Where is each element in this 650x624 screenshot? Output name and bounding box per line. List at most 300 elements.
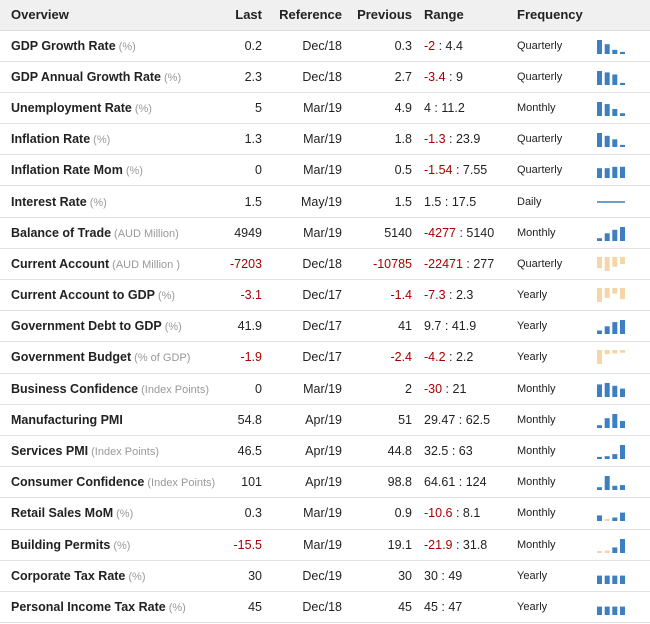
- indicator-unit: (%): [113, 539, 131, 552]
- range-low: 29.47: [424, 412, 456, 427]
- table-row: [0, 435, 650, 466]
- frequency: Daily: [507, 186, 597, 217]
- table-row: [0, 61, 650, 92]
- sparkline-bar: [612, 385, 617, 396]
- indicator-cell: [0, 155, 215, 186]
- sparkline-bar: [620, 145, 625, 147]
- indicator-cell: [0, 92, 215, 123]
- sparkline-bar: [620, 288, 625, 299]
- frequency: Quarterly: [507, 248, 597, 279]
- indicator-unit: (%): [125, 165, 143, 178]
- indicator-link[interactable]: Balance of Trade: [11, 225, 112, 240]
- sparkline-chart[interactable]: [597, 38, 625, 54]
- sparkline-bar: [597, 516, 602, 522]
- indicator-unit: (%): [118, 40, 136, 53]
- sparkline-cell[interactable]: [597, 560, 650, 591]
- range-low: 4: [424, 100, 431, 115]
- sparkline-bar: [612, 575, 617, 583]
- indicator-link[interactable]: Unemployment Rate: [11, 100, 132, 115]
- sparkline-bar: [605, 104, 610, 116]
- sparkline-bar: [605, 136, 610, 147]
- reference-date: Mar/19: [262, 529, 342, 560]
- frequency: Quarterly: [507, 124, 597, 155]
- range-low: -4277: [424, 225, 456, 240]
- range-high: 7.55: [462, 163, 488, 178]
- table-row: [0, 311, 650, 342]
- indicator-cell: [0, 342, 215, 373]
- last-value: 1.3: [215, 124, 262, 155]
- sparkline-cell[interactable]: [597, 124, 650, 155]
- range-cell: [412, 467, 507, 498]
- table-header-row: [0, 0, 650, 30]
- last-value: 45: [215, 591, 262, 622]
- range-separator: :: [435, 38, 446, 53]
- sparkline-bar: [620, 320, 625, 334]
- range-cell: [412, 373, 507, 404]
- last-value: 5: [215, 92, 262, 123]
- sparkline-bar: [612, 350, 617, 354]
- range-high: 4.4: [445, 38, 463, 53]
- range-high: 47: [448, 599, 463, 614]
- range-separator: :: [430, 100, 442, 115]
- indicator-cell: [0, 435, 215, 466]
- frequency: Quarterly: [507, 61, 597, 92]
- range-high: 49: [448, 568, 463, 583]
- table-row: [0, 92, 650, 123]
- sparkline-bar: [605, 72, 610, 85]
- range-separator: :: [445, 288, 456, 303]
- previous-value: 45: [342, 591, 412, 622]
- range-low: -30: [424, 381, 443, 396]
- sparkline-chart[interactable]: [597, 256, 625, 272]
- sparkline-cell[interactable]: [597, 186, 650, 217]
- indicator-link[interactable]: Current Account: [11, 256, 110, 271]
- reference-date: Dec/17: [262, 280, 342, 311]
- range-low: 64.61: [424, 475, 456, 490]
- range-low: 32.5: [424, 444, 449, 459]
- sparkline-chart[interactable]: [597, 194, 625, 210]
- sparkline-bar: [597, 551, 602, 553]
- range-low: 9.7: [424, 319, 442, 334]
- sparkline-chart[interactable]: [597, 349, 625, 365]
- sparkline-bar: [612, 288, 617, 294]
- indicator-cell: [0, 248, 215, 279]
- sparkline-bar: [620, 539, 625, 553]
- sparkline-cell[interactable]: [597, 467, 650, 498]
- sparkline-bar: [597, 40, 602, 54]
- header-overview[interactable]: Overview: [0, 0, 215, 30]
- range-separator: :: [455, 412, 466, 427]
- header-spark: [597, 0, 650, 30]
- sparkline-bar: [612, 167, 617, 178]
- range-separator: :: [452, 506, 463, 521]
- sparkline-bar: [620, 113, 625, 116]
- indicator-cell: [0, 467, 215, 498]
- header-frequency[interactable]: Frequency: [507, 0, 597, 30]
- range-cell: [412, 560, 507, 591]
- indicator-link[interactable]: GDP Annual Growth Rate: [11, 69, 162, 84]
- range-separator: :: [445, 350, 456, 365]
- sparkline-bar: [605, 607, 610, 615]
- frequency: Monthly: [507, 92, 597, 123]
- sparkline-cell[interactable]: [597, 498, 650, 529]
- indicator-link[interactable]: Personal Income Tax Rate: [11, 599, 166, 614]
- last-value: 0: [215, 373, 262, 404]
- indicator-cell: [0, 61, 215, 92]
- last-value: 54.8: [215, 404, 262, 435]
- last-value: 1.5: [215, 186, 262, 217]
- sparkline-bar: [612, 139, 617, 147]
- sparkline-cell[interactable]: [597, 155, 650, 186]
- indicator-unit: (Index Points): [147, 477, 215, 490]
- last-value: -3.1: [215, 280, 262, 311]
- sparkline-bar: [612, 230, 617, 241]
- last-value: -15.5: [215, 529, 262, 560]
- indicator-unit: (%): [164, 71, 182, 84]
- indicator-link[interactable]: Services PMI: [11, 444, 89, 459]
- last-value: 0: [215, 155, 262, 186]
- sparkline-bar: [597, 133, 602, 147]
- indicator-unit: (%): [134, 102, 152, 115]
- table-row: [0, 30, 650, 61]
- range-separator: :: [442, 381, 453, 396]
- range-separator: :: [441, 194, 452, 209]
- sparkline-bar: [612, 547, 617, 553]
- indicator-link[interactable]: Inflation Rate: [11, 132, 91, 147]
- reference-date: Mar/19: [262, 217, 342, 248]
- frequency: Quarterly: [507, 30, 597, 61]
- range-cell: [412, 92, 507, 123]
- indicator-cell: [0, 311, 215, 342]
- indicator-unit: (%): [116, 508, 134, 521]
- reference-date: Dec/17: [262, 342, 342, 373]
- sparkline-bar: [605, 476, 610, 490]
- last-value: 101: [215, 467, 262, 498]
- previous-value: -2.4: [342, 342, 412, 373]
- sparkline-bar: [620, 485, 625, 490]
- sparkline-bar: [612, 414, 617, 428]
- indicator-unit: (%): [93, 134, 111, 147]
- range-high: 62.5: [465, 412, 491, 427]
- sparkline-bar: [612, 518, 617, 522]
- sparkline-bar: [597, 350, 602, 364]
- sparkline-bar: [612, 607, 617, 615]
- table-row: [0, 342, 650, 373]
- sparkline-cell[interactable]: [597, 404, 650, 435]
- range-cell: [412, 186, 507, 217]
- indicator-cell: [0, 373, 215, 404]
- sparkline-bar: [612, 74, 617, 85]
- range-cell: [412, 30, 507, 61]
- indicator-cell: [0, 217, 215, 248]
- frequency: Yearly: [507, 342, 597, 373]
- indicator-cell: [0, 404, 215, 435]
- indicator-cell: [0, 591, 215, 622]
- sparkline-cell[interactable]: [597, 342, 650, 373]
- previous-value: 0.5: [342, 155, 412, 186]
- last-value: 30: [215, 560, 262, 591]
- sparkline-cell[interactable]: [597, 529, 650, 560]
- range-cell: [412, 591, 507, 622]
- sparkline-bar: [597, 575, 602, 583]
- table-row: [0, 467, 650, 498]
- last-value: 0.3: [215, 498, 262, 529]
- range-separator: :: [462, 256, 474, 271]
- sparkline-chart[interactable]: [597, 474, 625, 490]
- range-low: -7.3: [424, 288, 446, 303]
- reference-date: Apr/19: [262, 435, 342, 466]
- indicator-unit: (% of GDP): [134, 352, 191, 365]
- previous-value: 4.9: [342, 92, 412, 123]
- sparkline-bar: [620, 513, 625, 521]
- range-separator: :: [455, 475, 466, 490]
- range-cell: [412, 435, 507, 466]
- frequency: Quarterly: [507, 155, 597, 186]
- sparkline-bar: [597, 169, 602, 179]
- sparkline-cell[interactable]: [597, 30, 650, 61]
- range-high: 2.2: [455, 350, 474, 365]
- sparkline-cell[interactable]: [597, 311, 650, 342]
- range-cell: [412, 498, 507, 529]
- previous-value: 98.8: [342, 467, 412, 498]
- sparkline-chart[interactable]: [597, 69, 625, 85]
- table-row: [0, 560, 650, 591]
- sparkline-bar: [605, 519, 610, 521]
- sparkline-bar: [612, 257, 617, 267]
- previous-value: 5140: [342, 217, 412, 248]
- frequency: Yearly: [507, 591, 597, 622]
- previous-value: 1.5: [342, 186, 412, 217]
- sparkline-bar: [612, 109, 617, 116]
- reference-date: Mar/19: [262, 498, 342, 529]
- previous-value: -10785: [342, 248, 412, 279]
- frequency: Monthly: [507, 498, 597, 529]
- range-separator: :: [452, 537, 463, 552]
- indicator-unit: (Index Points): [91, 446, 160, 459]
- header-previous[interactable]: Previous: [342, 0, 412, 30]
- range-high: 21: [452, 381, 467, 396]
- sparkline-bar: [597, 331, 602, 335]
- range-high: 63: [458, 444, 473, 459]
- range-high: 31.8: [462, 537, 488, 552]
- indicator-link[interactable]: Corporate Tax Rate: [11, 568, 126, 583]
- reference-date: Dec/18: [262, 30, 342, 61]
- table-row: [0, 186, 650, 217]
- indicator-link[interactable]: Manufacturing PMI: [11, 412, 123, 427]
- reference-date: Mar/19: [262, 124, 342, 155]
- reference-date: Apr/19: [262, 467, 342, 498]
- table-row: [0, 373, 650, 404]
- sparkline-bar: [612, 49, 617, 53]
- sparkline-chart[interactable]: [597, 131, 625, 147]
- table-row: [0, 124, 650, 155]
- last-value: 0.2: [215, 30, 262, 61]
- range-high: 5140: [466, 225, 495, 240]
- sparkline-bar: [605, 575, 610, 583]
- sparkline-cell[interactable]: [597, 591, 650, 622]
- sparkline-bar: [605, 233, 610, 241]
- last-value: -1.9: [215, 342, 262, 373]
- sparkline-bar: [612, 322, 617, 334]
- sparkline-chart[interactable]: [597, 599, 625, 615]
- range-low: 30: [424, 568, 438, 583]
- previous-value: 0.3: [342, 30, 412, 61]
- indicator-link[interactable]: Interest Rate: [11, 194, 87, 209]
- sparkline-cell[interactable]: [597, 217, 650, 248]
- range-cell: [412, 124, 507, 155]
- sparkline-bar: [605, 257, 610, 271]
- indicator-link[interactable]: Building Permits: [11, 537, 111, 552]
- indicator-cell: [0, 124, 215, 155]
- frequency: Yearly: [507, 560, 597, 591]
- sparkline-cell[interactable]: [597, 61, 650, 92]
- indicator-link[interactable]: GDP Growth Rate: [11, 38, 116, 53]
- range-cell: [412, 155, 507, 186]
- sparkline-bar: [597, 288, 602, 302]
- indicator-unit: (%): [128, 570, 146, 583]
- reference-date: Mar/19: [262, 92, 342, 123]
- sparkline-bar: [605, 418, 610, 428]
- indicator-unit: (Index Points): [141, 383, 209, 396]
- sparkline-bar: [620, 257, 625, 264]
- range-low: -21.9: [424, 537, 453, 552]
- table-row: [0, 591, 650, 622]
- range-low: -2: [424, 38, 436, 53]
- indicator-link[interactable]: Current Account to GDP: [11, 288, 155, 303]
- sparkline-bar: [605, 456, 610, 459]
- last-value: 41.9: [215, 311, 262, 342]
- sparkline-chart[interactable]: [597, 287, 625, 303]
- frequency: Monthly: [507, 467, 597, 498]
- sparkline-bar: [620, 575, 625, 583]
- range-separator: :: [455, 225, 467, 240]
- sparkline-bar: [620, 51, 625, 53]
- sparkline-bar: [597, 607, 602, 615]
- sparkline-chart[interactable]: [597, 162, 625, 178]
- indicator-unit: (AUD Million): [114, 227, 179, 240]
- sparkline-bar: [605, 169, 610, 179]
- range-high: 41.9: [451, 319, 477, 334]
- sparkline-bar: [620, 350, 625, 353]
- sparkline-bar: [605, 288, 610, 298]
- indicator-cell: [0, 529, 215, 560]
- sparkline-chart[interactable]: [597, 537, 625, 553]
- sparkline-bar: [605, 383, 610, 397]
- sparkline-bar: [620, 388, 625, 396]
- range-high: 2.3: [455, 288, 474, 303]
- table-row: [0, 280, 650, 311]
- sparkline-bar: [620, 83, 625, 85]
- sparkline-bar: [597, 71, 602, 85]
- range-separator: :: [448, 444, 459, 459]
- range-high: 8.1: [462, 506, 481, 521]
- range-cell: [412, 404, 507, 435]
- range-cell: [412, 248, 507, 279]
- range-cell: [412, 342, 507, 373]
- sparkline-chart[interactable]: [597, 505, 625, 521]
- indicator-link[interactable]: Government Debt to GDP: [11, 319, 162, 334]
- reference-date: Dec/19: [262, 560, 342, 591]
- sparkline-bar: [620, 167, 625, 178]
- reference-date: May/19: [262, 186, 342, 217]
- frequency: Monthly: [507, 435, 597, 466]
- indicator-cell: [0, 30, 215, 61]
- sparkline-cell[interactable]: [597, 280, 650, 311]
- reference-date: Apr/19: [262, 404, 342, 435]
- indicator-link[interactable]: Business Confidence: [11, 381, 139, 396]
- range-low: -10.6: [424, 506, 453, 521]
- last-value: 46.5: [215, 435, 262, 466]
- range-separator: :: [445, 69, 456, 84]
- sparkline-bar: [620, 445, 625, 459]
- range-low: -1.3: [424, 132, 446, 147]
- sparkline-cell[interactable]: [597, 92, 650, 123]
- sparkline-cell[interactable]: [597, 435, 650, 466]
- range-high: 277: [473, 256, 495, 271]
- sparkline-bar: [620, 227, 625, 241]
- range-cell: [412, 217, 507, 248]
- range-high: 23.9: [455, 132, 481, 147]
- indicator-link[interactable]: Retail Sales MoM: [11, 506, 114, 521]
- previous-value: 41: [342, 311, 412, 342]
- range-low: 45: [424, 599, 438, 614]
- frequency: Yearly: [507, 311, 597, 342]
- header-last[interactable]: Last: [215, 0, 262, 30]
- sparkline-chart[interactable]: [597, 318, 625, 334]
- sparkline-chart[interactable]: [597, 412, 625, 428]
- indicator-unit: (%): [164, 321, 182, 334]
- sparkline-chart[interactable]: [597, 568, 625, 584]
- sparkline-chart[interactable]: [597, 225, 625, 241]
- previous-value: 30: [342, 560, 412, 591]
- reference-date: Dec/18: [262, 61, 342, 92]
- header-reference[interactable]: Reference: [262, 0, 342, 30]
- sparkline-bar: [597, 102, 602, 116]
- sparkline-chart[interactable]: [597, 381, 625, 397]
- sparkline-bar: [612, 486, 617, 490]
- sparkline-bar: [605, 327, 610, 335]
- header-range[interactable]: Range: [412, 0, 507, 30]
- sparkline-chart[interactable]: [597, 100, 625, 116]
- indicator-cell: [0, 186, 215, 217]
- sparkline-chart[interactable]: [597, 443, 625, 459]
- last-value: 4949: [215, 217, 262, 248]
- range-cell: [412, 280, 507, 311]
- reference-date: Dec/18: [262, 248, 342, 279]
- indicator-link[interactable]: Consumer Confidence: [11, 475, 145, 490]
- indicator-unit: (%): [89, 196, 107, 209]
- previous-value: 44.8: [342, 435, 412, 466]
- frequency: Yearly: [507, 280, 597, 311]
- reference-date: Mar/19: [262, 373, 342, 404]
- indicator-link[interactable]: Government Budget: [11, 350, 132, 365]
- indicator-unit: (%): [157, 290, 176, 303]
- reference-date: Dec/18: [262, 591, 342, 622]
- table-row: [0, 217, 650, 248]
- sparkline-bar: [597, 487, 602, 490]
- table-row: [0, 155, 650, 186]
- reference-date: Mar/19: [262, 155, 342, 186]
- frequency: Monthly: [507, 217, 597, 248]
- range-separator: :: [441, 319, 452, 334]
- range-high: 11.2: [441, 100, 465, 115]
- sparkline-cell[interactable]: [597, 248, 650, 279]
- sparkline-cell[interactable]: [597, 373, 650, 404]
- indicator-link[interactable]: Inflation Rate Mom: [11, 163, 123, 178]
- range-low: -4.2: [424, 350, 446, 365]
- range-high: 17.5: [451, 194, 477, 209]
- previous-value: 0.9: [342, 498, 412, 529]
